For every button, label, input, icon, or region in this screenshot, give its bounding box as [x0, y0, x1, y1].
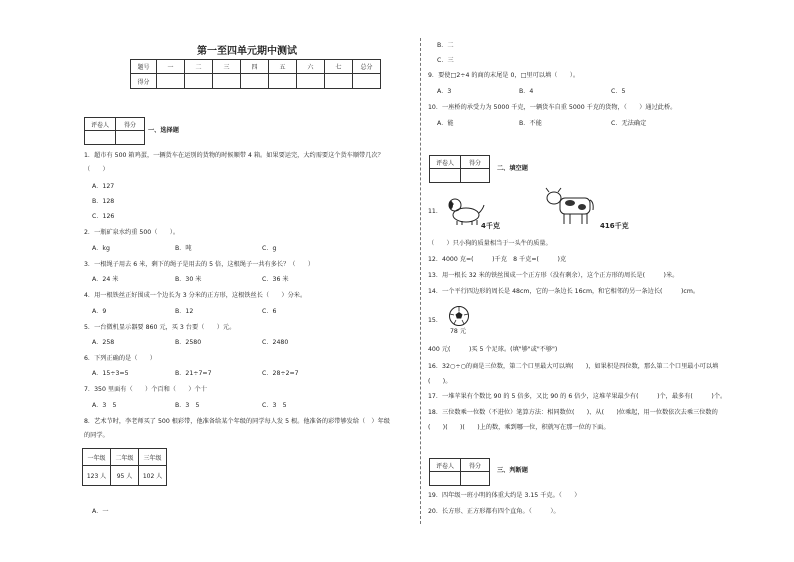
score-header-cell: 六: [297, 60, 325, 74]
option-a[interactable]: A．3 5: [92, 402, 117, 409]
grader-label: 评卷人: [430, 459, 461, 472]
question-18-continued: ( )( )( )上的数，乘到哪一位，积就写在那一位的下面。: [428, 424, 610, 431]
option-b[interactable]: B．12: [175, 308, 194, 315]
score-cell[interactable]: [185, 74, 213, 89]
score-header-cell: 题号: [131, 60, 157, 74]
option-b[interactable]: B．吨: [175, 245, 192, 252]
grader-box: [84, 117, 145, 145]
option-a[interactable]: A．9: [92, 308, 107, 315]
option-c[interactable]: C．6: [262, 308, 277, 315]
question-4: 4．用一根铁丝正好围成一个边长为 3 分米的正方形，这根铁丝长（ ）分米。: [84, 292, 307, 299]
question-16: 16．32○÷○的商是三位数，第二个口里最大可以填( )，如果积是四位数，那么第二个口里最小可以填: [428, 363, 719, 370]
option-b[interactable]: B．128: [92, 198, 115, 205]
option-c[interactable]: C．28÷2=7: [262, 370, 299, 377]
page-divider: [420, 38, 421, 524]
option-a[interactable]: A．258: [92, 339, 115, 346]
option-b[interactable]: B．二: [437, 42, 454, 49]
score-header-cell: 二: [185, 60, 213, 74]
question-8: 8．艺术节时，李老师买了 500 根彩带，他准备给某个年级的同学每人发 5 根。他准备的彩带够发给（ ）年级: [84, 418, 390, 425]
page-title: 第一至四单元期中测试: [197, 46, 297, 57]
score-label: 得分: [116, 118, 145, 131]
option-b[interactable]: B．30 米: [175, 276, 202, 283]
question-15-number: 15．: [428, 317, 443, 324]
question-7: 7．350 里面有（ ）个百和（ ）个十: [84, 386, 207, 393]
option-a[interactable]: A．一: [92, 508, 109, 515]
ball-price-label: 78 元: [450, 328, 467, 335]
section-heading: 二、填空题: [497, 165, 528, 172]
score-label: 得分: [461, 459, 490, 472]
question-11-number: 11．: [428, 208, 443, 215]
question-2: 2．一瓶矿泉水约重 500（ ）。: [84, 229, 180, 236]
question-15: 400 元( )买 5 个足球。(填"够"或"不够"): [428, 346, 558, 353]
option-b[interactable]: B．3 5: [175, 402, 200, 409]
grader-label: 评卷人: [85, 118, 116, 131]
score-cell[interactable]: [461, 169, 490, 183]
grade-header: 一年级: [83, 449, 111, 466]
question-20: 20．长方形、正方形都有四个直角。（ ）。: [428, 508, 560, 515]
question-19: 19．四年级一班小明的体重大约是 3.15 千克。（ ）: [428, 492, 581, 499]
score-header-cell: 三: [213, 60, 241, 74]
score-cell[interactable]: [157, 74, 185, 89]
option-c[interactable]: C．3 5: [262, 402, 287, 409]
grader-cell[interactable]: [430, 472, 461, 486]
score-cell[interactable]: [461, 472, 490, 486]
score-header-cell: 五: [269, 60, 297, 74]
grade-value: 95 人: [111, 466, 139, 486]
question-13: 13．用一根长 32 米的铁丝围成一个正方形（没有剩余），这个正方形的周长是( )米。: [428, 272, 679, 279]
grade-value: 123 人: [83, 466, 111, 486]
grader-cell[interactable]: [85, 131, 116, 145]
question-12: 12．4000 克=( )千克 8 千克=( )克: [428, 256, 567, 263]
dog-image: [444, 196, 484, 226]
score-label: 得分: [461, 156, 490, 169]
question-5: 5．一台微机显示器要 860 元，买 3 台要（ ）元。: [84, 324, 236, 331]
section-heading: 三、判断题: [497, 467, 528, 474]
grader-cell[interactable]: [430, 169, 461, 183]
option-c[interactable]: C．36 米: [262, 276, 289, 283]
question-16-continued: ( )。: [428, 378, 452, 385]
score-cell[interactable]: [116, 131, 145, 145]
question-8-continued: 的同学。: [84, 432, 109, 439]
grader-label: 评卷人: [430, 156, 461, 169]
option-a[interactable]: A．3: [437, 88, 452, 95]
option-c[interactable]: C．5: [611, 88, 626, 95]
score-header-cell: 总分: [353, 60, 381, 74]
option-a[interactable]: A．kg: [92, 245, 110, 252]
option-c[interactable]: C．2480: [262, 339, 289, 346]
question-9: 9．要使□2÷4 的商的末尾是 0，□里可以填（ ）。: [428, 72, 580, 79]
question-17: 17．一堆苹果有个数比 90 的 5 倍多，又比 90 的 6 倍少，这堆苹果最少有( )个，最多有( )个。: [428, 393, 727, 400]
dog-weight-label: 4千克: [481, 222, 500, 230]
score-cell[interactable]: [353, 74, 381, 89]
option-b[interactable]: B．4: [519, 88, 534, 95]
option-a[interactable]: A．能: [437, 120, 454, 127]
score-table: [130, 59, 381, 89]
score-cell[interactable]: [241, 74, 269, 89]
question-10: 10．一座桥的承受力为 5000 千克，一辆货车自重 5000 千克的货物，（ ）通过此桥。: [428, 104, 677, 111]
grader-box: [429, 155, 490, 183]
score-cell[interactable]: [269, 74, 297, 89]
option-a[interactable]: A．15÷3=5: [92, 370, 129, 377]
score-cell[interactable]: [325, 74, 353, 89]
grade-header: 二年级: [111, 449, 139, 466]
section-heading: 一、选择题: [148, 127, 179, 134]
cow-image: [546, 186, 596, 226]
score-row-label: 得分: [131, 74, 157, 89]
score-cell[interactable]: [213, 74, 241, 89]
score-header-cell: 七: [325, 60, 353, 74]
question-3: 3．一根绳子用去 6 米，剩下的绳子是用去的 5 倍，这根绳子一共有多长？（ ）: [84, 261, 315, 268]
score-cell[interactable]: [297, 74, 325, 89]
cow-weight-label: 416千克: [600, 222, 629, 230]
grade-header: 三年级: [139, 449, 167, 466]
grade-value: 102 人: [139, 466, 167, 486]
option-a[interactable]: A．24 米: [92, 276, 119, 283]
grader-box: [429, 458, 490, 486]
score-header-cell: 四: [241, 60, 269, 74]
option-b[interactable]: B．21÷7=7: [175, 370, 212, 377]
question-11: （ ）只小狗的质量相当于一头牛的质量。: [428, 240, 552, 247]
option-c[interactable]: C．126: [92, 213, 115, 220]
option-c[interactable]: C．g: [262, 245, 277, 252]
answer-paren: （ ）: [84, 166, 109, 173]
grade-table: [82, 448, 167, 486]
option-b[interactable]: B．不能: [519, 120, 542, 127]
soccer-ball-image: [448, 305, 470, 327]
question-18: 18．三位数乘一位数（不进位）笔算方法：相同数位( )、从( )位乘起，用一位数依次去乘三位数的: [428, 409, 718, 416]
score-header-cell: 一: [157, 60, 185, 74]
option-b[interactable]: B．2580: [175, 339, 202, 346]
question-6: 6．下列正确的是（ ）: [84, 355, 156, 362]
option-a[interactable]: A．127: [92, 183, 115, 190]
option-c[interactable]: C．三: [437, 57, 454, 64]
question-14: 14．一个平行四边形的周长是 48cm，它的一条边长 16cm，和它相邻的另一条边长( )cm。: [428, 288, 700, 295]
question-1: 1．超市有 500 箱鸡蛋，一辆货车在运别的货物的时候顺带 4 箱。如果要运完，大约需要这个货车顺带几次？: [84, 152, 384, 159]
option-c[interactable]: C．无法确定: [611, 120, 647, 127]
